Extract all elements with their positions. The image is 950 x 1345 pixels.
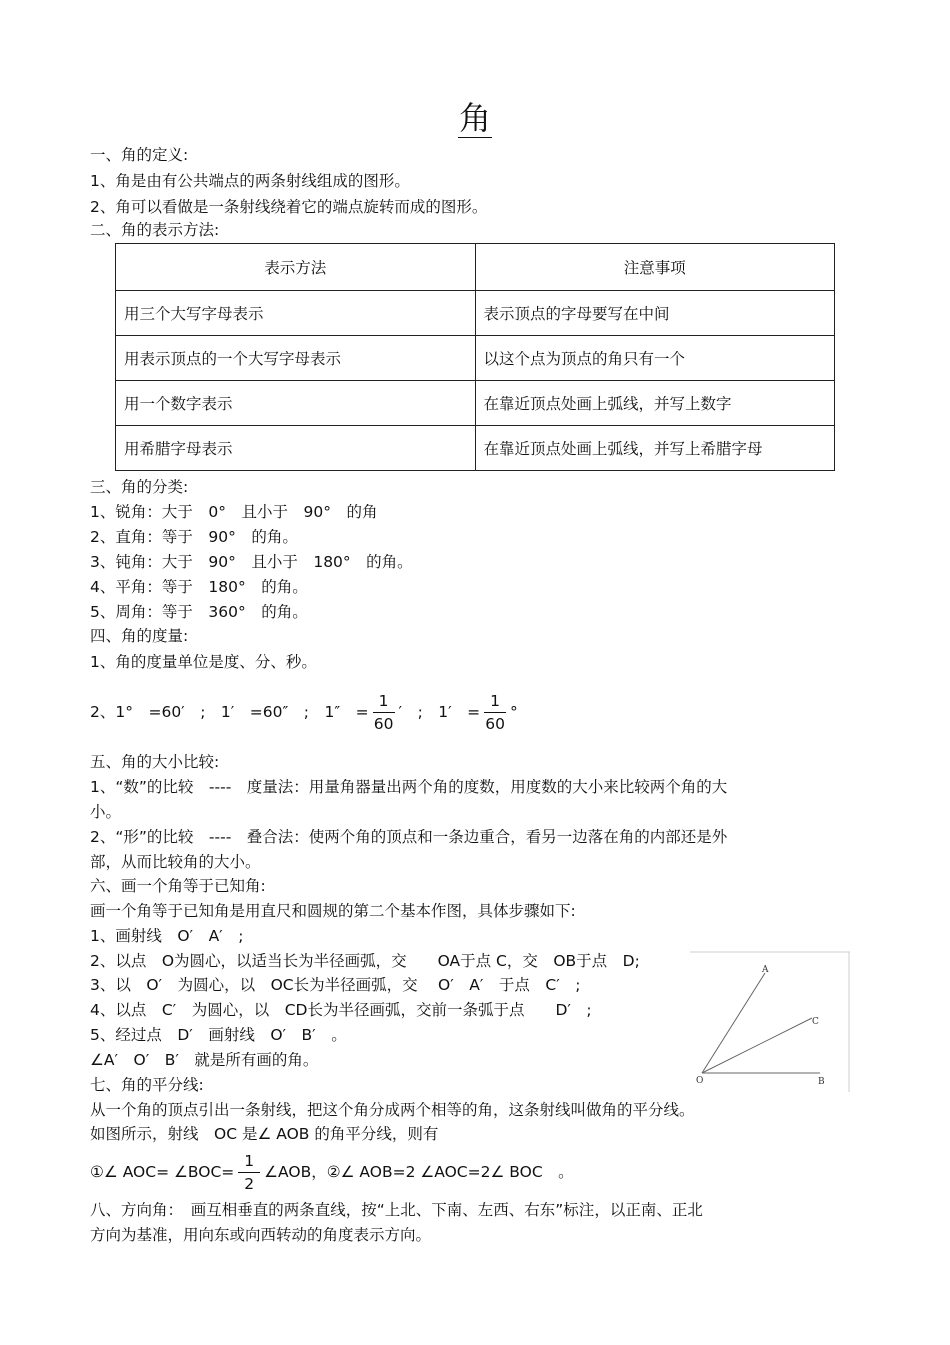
angle-figure-svg xyxy=(690,950,850,1092)
classification-item-right: 2、直角：等于 90° 的角。 xyxy=(90,528,298,546)
comparison-line-4: 部，从而比较角的大小。 xyxy=(90,853,261,871)
measurement-item-2: 2、1° =60′ ; 1′ =60″ ; 1″ = $\frac{1}{60}$ ′ ; 1′ = $\frac{1}{60}$ ° xyxy=(90,692,518,733)
table-row xyxy=(116,381,835,426)
section-heading-construction: 六、画一个角等于已知角: xyxy=(90,877,266,895)
section-heading-measurement: 四、角的度量: xyxy=(90,627,189,645)
direction-angle-line-2: 方向为基准，用向东或向西转动的角度表示方向。 xyxy=(90,1226,432,1244)
section-heading-classification: 三、角的分类: xyxy=(90,478,189,496)
direction-angle-line-1: 八、方向角： 画互相垂直的两条直线，按“上北、下南、左西、右东”标注，以正南、正北 xyxy=(90,1201,703,1219)
label-point-b: B xyxy=(818,1077,825,1087)
classification-item-full: 5、周角：等于 360° 的角。 xyxy=(90,603,308,621)
table-header-row xyxy=(116,244,835,291)
section-heading-comparison: 五、角的大小比较: xyxy=(90,753,220,771)
label-point-c: C xyxy=(812,1017,819,1027)
comparison-line-3: 2、“形”的比较 ---- 叠合法：使两个角的顶点和一条边重合，看另一边落在角的内部还是外 xyxy=(90,828,728,846)
table-cell: 用希腊字母表示 xyxy=(116,426,476,471)
bisector-formula: ①∠ AOC= ∠BOC= $\frac{1}{2}$ ∠AOB，②∠ AOB=2 ∠AOC=2∠ BOC 。 xyxy=(90,1152,574,1193)
definition-item-2: 2、角可以看做是一条射线绕着它的端点旋转而成的图形。 xyxy=(90,198,488,216)
label-point-a: A xyxy=(762,965,769,975)
table-header-method: 表示方法 xyxy=(116,244,476,291)
fraction-one-half: $\frac{1}{2}$ xyxy=(238,1150,260,1195)
table-row xyxy=(116,291,835,336)
construction-step-4: 4、以点 C′ 为圆心，以 CD长为半径画弧，交前一条弧于点 D′ ; xyxy=(90,1001,592,1019)
fraction-one-sixtieth-minute: $\frac{1}{60}$ xyxy=(373,692,394,733)
ray-oa xyxy=(702,973,765,1073)
construction-step-3: 3、以 O′ 为圆心，以 OC长为半径画弧，交 O′ A′ 于点 C′ ; xyxy=(90,976,581,994)
bisector-definition: 从一个角的顶点引出一条射线，把这个角分成两个相等的角，这条射线叫做角的平分线。 xyxy=(90,1101,695,1119)
fraction-one-sixtieth-degree: $\frac{1}{60}$ xyxy=(485,692,505,733)
table-cell: 在靠近顶点处画上弧线，并写上数字 xyxy=(475,381,835,426)
angle-bisector-figure xyxy=(690,950,850,1092)
construction-step-1: 1、画射线 O′ A′ ; xyxy=(90,927,244,945)
document-title: 角 xyxy=(458,99,491,137)
table-row xyxy=(116,336,835,381)
classification-item-acute: 1、锐角：大于 0° 且小于 90° 的角 xyxy=(90,503,378,521)
comparison-line-2: 小。 xyxy=(90,803,122,821)
comparison-line-1: 1、“数”的比较 ---- 度量法：用量角器量出两个角的度数，用度数的大小来比较两个角的大 xyxy=(90,778,728,796)
label-point-o: O xyxy=(696,1076,704,1086)
classification-item-obtuse: 3、钝角：大于 90° 且小于 180° 的角。 xyxy=(90,553,413,571)
table-header-note: 注意事项 xyxy=(475,244,835,291)
construction-step-5: 5、经过点 D′ 画射线 O′ B′ 。 xyxy=(90,1026,347,1044)
section-heading-notation: 二、角的表示方法: xyxy=(90,221,220,239)
definition-item-1: 1、角是由有公共端点的两条射线组成的图形。 xyxy=(90,172,410,190)
section-heading-definition: 一、角的定义: xyxy=(90,146,189,164)
construction-intro: 画一个角等于已知角是用直尺和圆规的第二个基本作图，具体步骤如下: xyxy=(90,902,576,920)
table-cell: 表示顶点的字母要写在中间 xyxy=(475,291,835,336)
table-row xyxy=(116,426,835,471)
bisector-statement: 如图所示，射线 OC 是∠ AOB 的角平分线，则有 xyxy=(90,1125,439,1143)
table-cell: 在靠近顶点处画上弧线，并写上希腊字母 xyxy=(475,426,835,471)
table-cell: 用一个数字表示 xyxy=(116,381,476,426)
table-cell: 以这个点为顶点的角只有一个 xyxy=(475,336,835,381)
construction-step-2: 2、以点 O为圆心，以适当长为半径画弧，交 OA于点 C，交 OB于点 D; xyxy=(90,952,640,970)
measurement-item-1: 1、角的度量单位是度、分、秒。 xyxy=(90,653,317,671)
table-cell: 用三个大写字母表示 xyxy=(116,291,476,336)
classification-item-straight: 4、平角：等于 180° 的角。 xyxy=(90,578,308,596)
section-heading-bisector: 七、角的平分线: xyxy=(90,1076,204,1094)
ray-oc xyxy=(702,1018,812,1073)
table-cell: 用表示顶点的一个大写字母表示 xyxy=(116,336,476,381)
notation-table xyxy=(115,243,835,471)
construction-conclusion: ∠A′ O′ B′ 就是所有画的角。 xyxy=(90,1051,319,1069)
